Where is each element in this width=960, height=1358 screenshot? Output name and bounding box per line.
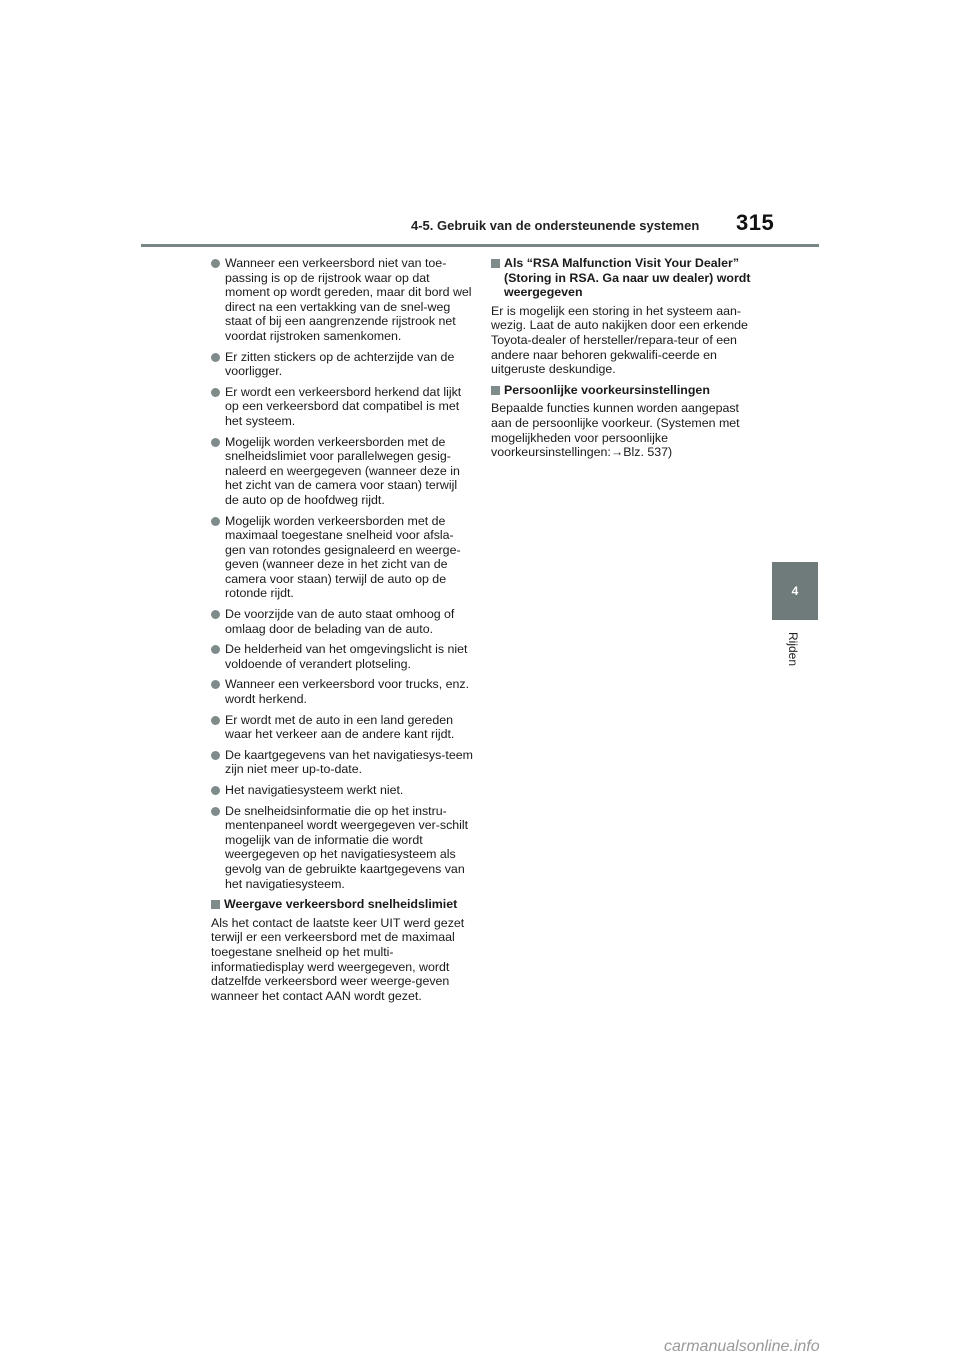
bullet-dot-icon (211, 680, 220, 689)
section-paragraph: Als het contact de laatste keer UIT werd gezet terwijl er een verkeersbord met de maximaal toegestane snelheid op het multi-informatiedisplay werd weergegeven, wordt datzelfde verkeersbord weer weerge-geven wanneer het contact AAN wordt gezet. (211, 915, 465, 1003)
chapter-tab[interactable] (772, 562, 818, 620)
bullet-dot-icon (211, 807, 220, 816)
right-column (491, 256, 757, 466)
bullet-dot-icon (211, 259, 220, 268)
list-item (211, 435, 473, 508)
list-item (211, 677, 473, 706)
list-item (211, 350, 473, 379)
page-number: 315 (736, 210, 775, 235)
bullet-dot-icon (211, 716, 220, 725)
section-title: 4-5. Gebruik van de ondersteunende systemen (411, 218, 700, 233)
watermark-logo: carmanualsonline.info (664, 1338, 820, 1355)
list-item (211, 607, 473, 636)
left-column (211, 256, 473, 1009)
list-item-text: Mogelijk worden verkeersborden met de maximaal toegestane snelheid voor afsla-gen van rotondes gesignaleerd en weerge-geven (wanneer deze in het zicht van de camera voor staan) terwijl de auto op de rotonde rijdt. (225, 513, 461, 601)
section-heading (211, 897, 473, 912)
list-item-text: Er zitten stickers op de achterzijde van de voorligger. (225, 349, 455, 379)
list-item (211, 256, 473, 344)
section-heading-text: Persoonlijke voorkeursinstellingen (504, 382, 710, 397)
bullet-dot-icon (211, 645, 220, 654)
list-item-text: Het navigatiesysteem werkt niet. (225, 783, 404, 797)
list-item-text: Wanneer een verkeersbord voor trucks, enz. wordt herkend. (225, 677, 470, 707)
bullet-dot-icon (211, 786, 220, 795)
list-item (211, 642, 473, 671)
chapter-number: 4 (791, 584, 799, 598)
section-heading-text: Weergave verkeersbord snelheidslimiet (224, 897, 458, 912)
bullet-dot-icon (211, 388, 220, 397)
bullet-dot-icon (211, 517, 220, 526)
bullet-dot-icon (211, 610, 220, 619)
header-divider (141, 244, 819, 247)
section-paragraph: Bepaalde functies kunnen worden aangepast aan de persoonlijke voorkeur. (Systemen met mogelijkheden voor persoonlijke voorkeursinstellingen:→Blz. 537) (491, 401, 740, 460)
square-bullet-icon (211, 900, 220, 909)
list-item (211, 514, 473, 602)
list-item-text: Er wordt een verkeersbord herkend dat lijkt op een verkeersbord dat compatibel is met het systeem. (225, 384, 462, 428)
bullet-dot-icon (211, 438, 220, 447)
square-bullet-icon (491, 386, 500, 395)
list-item-text: De snelheidsinformatie die op het instru-mentenpaneel wordt weergegeven ver-schilt mogelijk van de informatie die wordt weergegeven op het navigatiesysteem als gevolg van de gebruikte kaartgegevens van het navigatiesysteem. (225, 803, 469, 891)
chapter-name: Rijden (786, 632, 800, 667)
square-bullet-icon (491, 259, 500, 268)
list-item-text: Mogelijk worden verkeersborden met de snelheidslimiet voor parallelwegen gesig-naleerd en weergegeven (wanneer deze in het zicht van de camera voor staan) terwijl de auto op de hoofdweg rijdt. (225, 434, 460, 507)
section-heading (491, 383, 757, 398)
list-item-text: De voorzijde van de auto staat omhoog of omlaag door de belading van de auto. (225, 607, 455, 636)
list-item-text: Wanneer een verkeersbord niet van toe-passing is op de rijstrook waar op dat moment op wordt gereden, maar dit bord wel direct na een vertakking van de snel-weg staat of bij een aangrenzende rijstrook net voordat rijstroken samenkomen. (225, 256, 472, 343)
list-item (211, 713, 473, 742)
list-item (211, 748, 473, 777)
section-heading (491, 256, 757, 300)
list-item (211, 804, 473, 892)
list-item (211, 783, 473, 798)
list-item-text: Er wordt met de auto in een land gereden waar het verkeer aan de andere kant rijdt. (225, 712, 455, 742)
list-item-text: De kaartgegevens van het navigatiesys-teem zijn niet meer up-to-date. (225, 747, 473, 777)
bullet-dot-icon (211, 751, 220, 760)
section-paragraph: Er is mogelijk een storing in het systeem aan-wezig. Laat de auto nakijken door een erkende Toyota-dealer of hersteller/repara-teur of een andere naar behoren gekwalifi-ceerde en uitgeruste deskundige. (491, 303, 748, 377)
list-item-text: De helderheid van het omgevingslicht is niet voldoende of verandert plotseling. (225, 642, 468, 671)
section-heading-text: Als “RSA Malfunction Visit Your Dealer” (Storing in RSA. Ga naar uw dealer) wordt weergegeven (504, 256, 751, 300)
bullet-dot-icon (211, 353, 220, 362)
list-item (211, 385, 473, 429)
